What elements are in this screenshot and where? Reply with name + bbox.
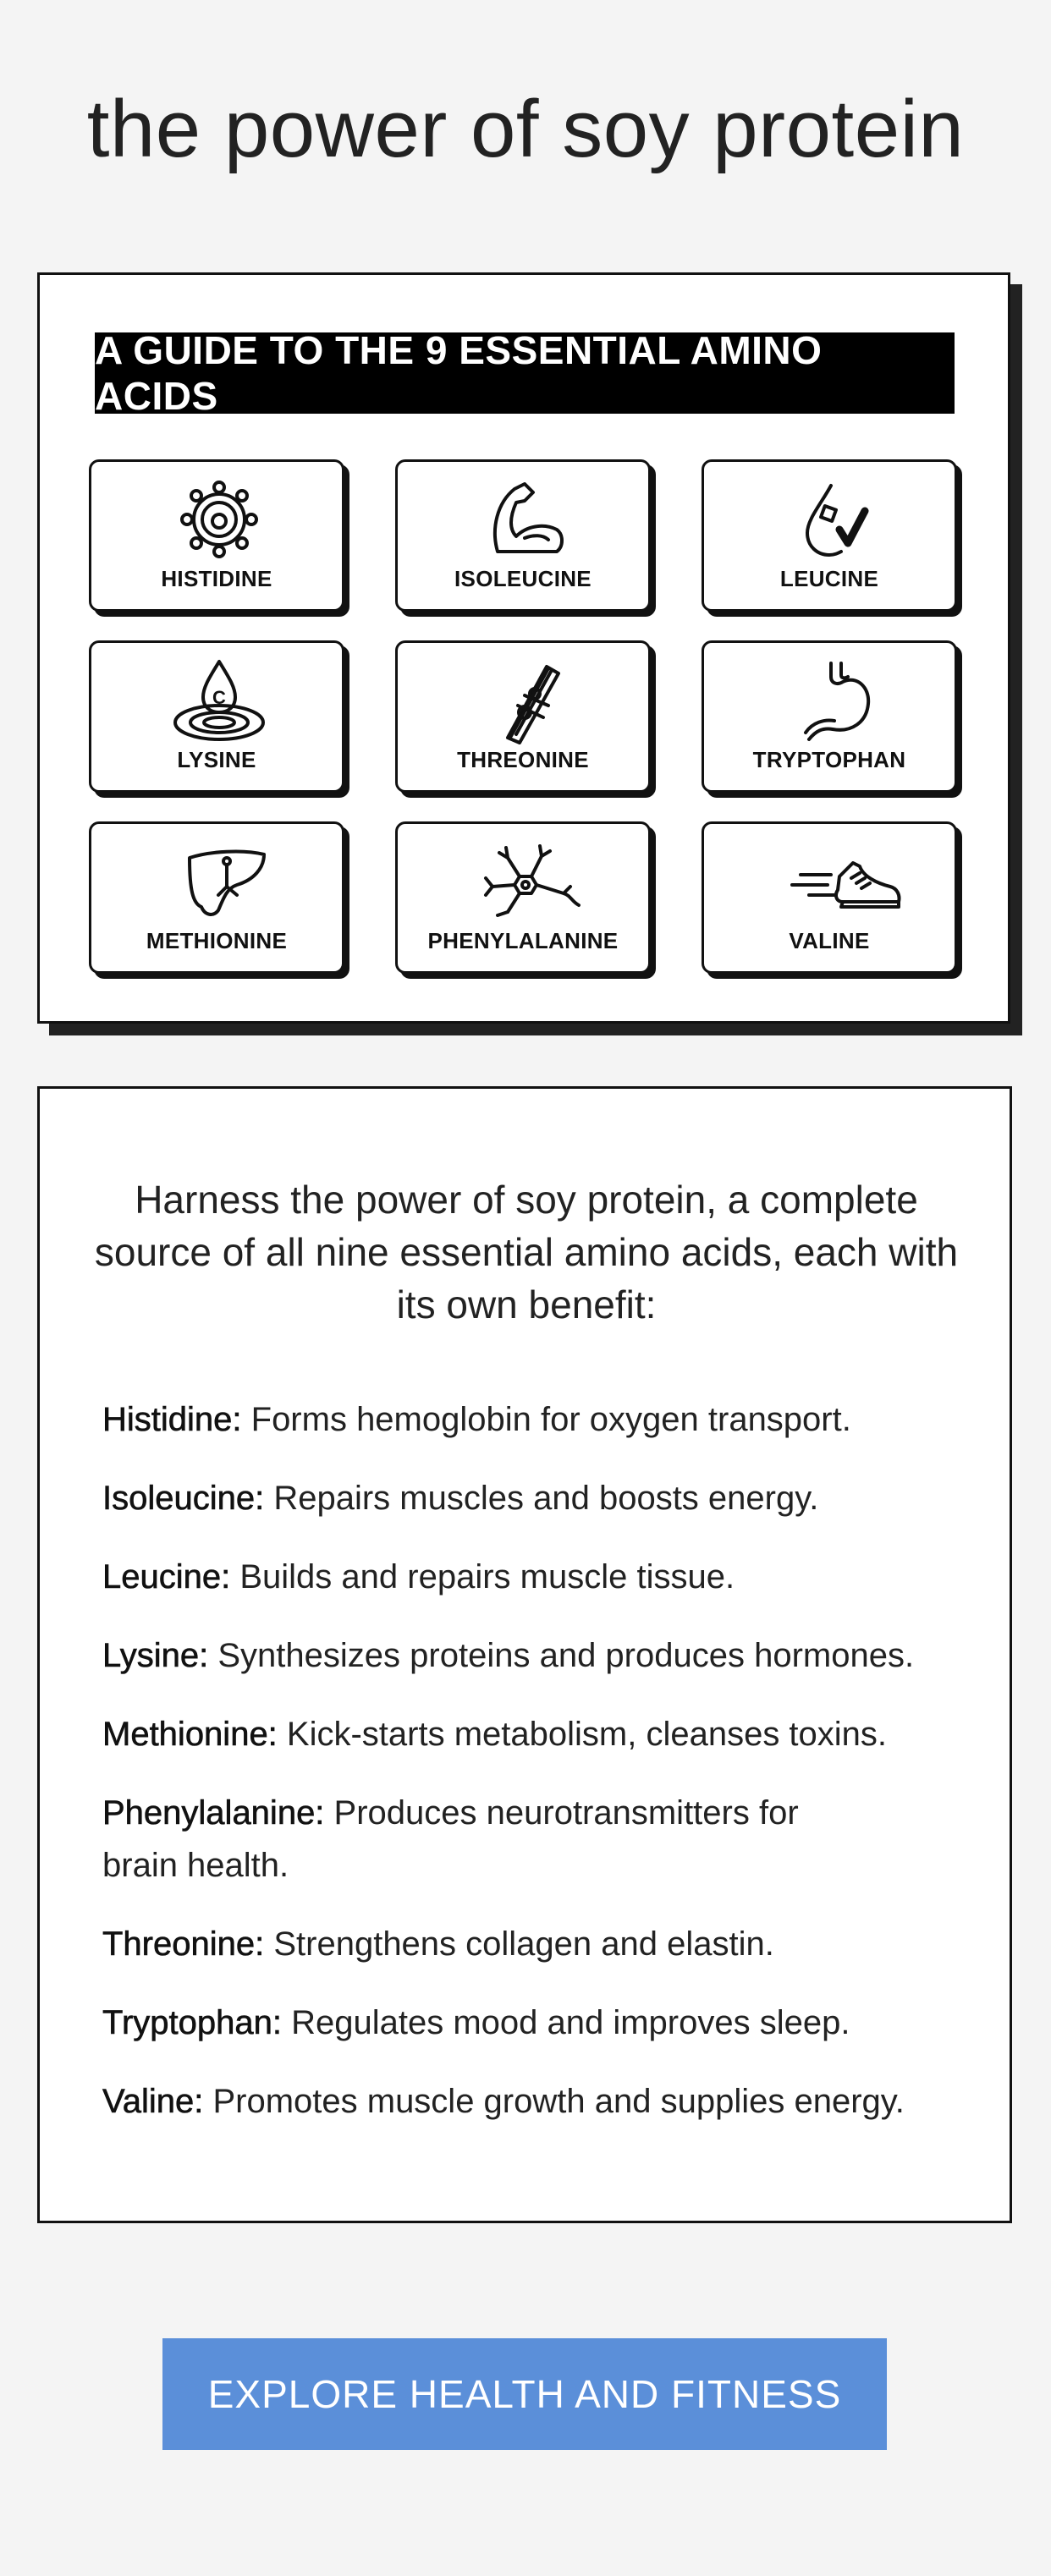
guide-banner: A GUIDE TO THE 9 ESSENTIAL AMINO ACIDS — [95, 332, 955, 414]
tile-methionine — [89, 821, 344, 974]
benefit-item — [102, 1918, 957, 1970]
benefit-name: Threonine: — [102, 1925, 265, 1963]
tile-label: HISTIDINE — [161, 566, 272, 591]
benefit-name: Lysine: — [102, 1637, 209, 1674]
tile-label: PHENYLALANINE — [427, 928, 619, 953]
tile-histidine — [89, 459, 344, 612]
flexed-arm-icon — [398, 477, 653, 563]
amino-acid-guide-card — [37, 272, 1010, 1024]
benefit-name: Histidine: — [102, 1401, 242, 1438]
stomach-icon — [704, 658, 960, 744]
benefit-text: Produces neurotransmitters for brain health. — [102, 1794, 799, 1884]
tile-valine — [702, 821, 957, 974]
tile-lysine — [89, 640, 344, 793]
tile-label: VALINE — [789, 928, 870, 953]
benefit-item — [102, 1787, 864, 1892]
benefit-text: Synthesizes proteins and produces hormones. — [208, 1637, 915, 1674]
intro-text: Harness the power of soy protein, a complete source of all nine essential amino acids, each with its own benefit: — [94, 1178, 959, 1326]
benefits-card — [37, 1086, 1012, 2223]
neuron-icon — [398, 839, 653, 925]
tile-label: LYSINE — [177, 747, 256, 772]
tile-phenylalanine — [395, 821, 651, 974]
benefit-item — [102, 1472, 957, 1524]
collagen-drop-icon — [91, 658, 347, 744]
benefit-text: Strengthens collagen and elastin. — [264, 1925, 774, 1963]
benefit-item — [102, 1708, 957, 1760]
benefit-item — [102, 1997, 957, 2049]
liver-icon — [91, 839, 347, 925]
benefit-item — [102, 1629, 957, 1682]
benefit-item — [102, 2075, 957, 2128]
svg-text:C: C — [212, 687, 226, 708]
benefit-name: Phenylalanine: — [102, 1794, 325, 1832]
benefit-text: Regulates mood and improves sleep. — [281, 2004, 850, 2041]
benefit-text: Repairs muscles and boosts energy. — [264, 1480, 819, 1517]
benefit-name: Isoleucine: — [102, 1480, 265, 1517]
tile-leucine — [702, 459, 957, 612]
tile-label: TRYPTOPHAN — [752, 747, 906, 772]
tile-label: THREONINE — [457, 747, 589, 772]
benefit-text: Kick-starts metabolism, cleanses toxins. — [277, 1716, 888, 1753]
benefit-text: Builds and repairs muscle tissue. — [230, 1558, 735, 1596]
muscle-fiber-icon — [398, 658, 653, 744]
benefit-item — [102, 1393, 957, 1446]
benefit-name: Tryptophan: — [102, 2004, 282, 2041]
tile-label: ISOLEUCINE — [454, 566, 592, 591]
benefit-name: Valine: — [102, 2083, 204, 2120]
running-shoe-icon — [704, 839, 960, 925]
benefit-text: Forms hemoglobin for oxygen transport. — [241, 1401, 851, 1438]
benefit-name: Methionine: — [102, 1716, 278, 1753]
benefit-name: Leucine: — [102, 1558, 231, 1596]
tile-tryptophan — [702, 640, 957, 793]
benefits-list — [102, 1393, 957, 2154]
tile-isoleucine — [395, 459, 651, 612]
cell-icon — [91, 477, 347, 563]
explore-health-fitness-button[interactable]: EXPLORE HEALTH AND FITNESS — [162, 2338, 887, 2450]
tile-threonine — [395, 640, 651, 793]
tile-label: METHIONINE — [146, 928, 288, 953]
drop-check-icon — [704, 477, 960, 563]
benefit-text: Promotes muscle growth and supplies energy. — [203, 2083, 905, 2120]
page-title: the power of soy protein — [86, 84, 965, 174]
tile-label: LEUCINE — [779, 566, 879, 591]
benefit-item — [102, 1551, 957, 1603]
